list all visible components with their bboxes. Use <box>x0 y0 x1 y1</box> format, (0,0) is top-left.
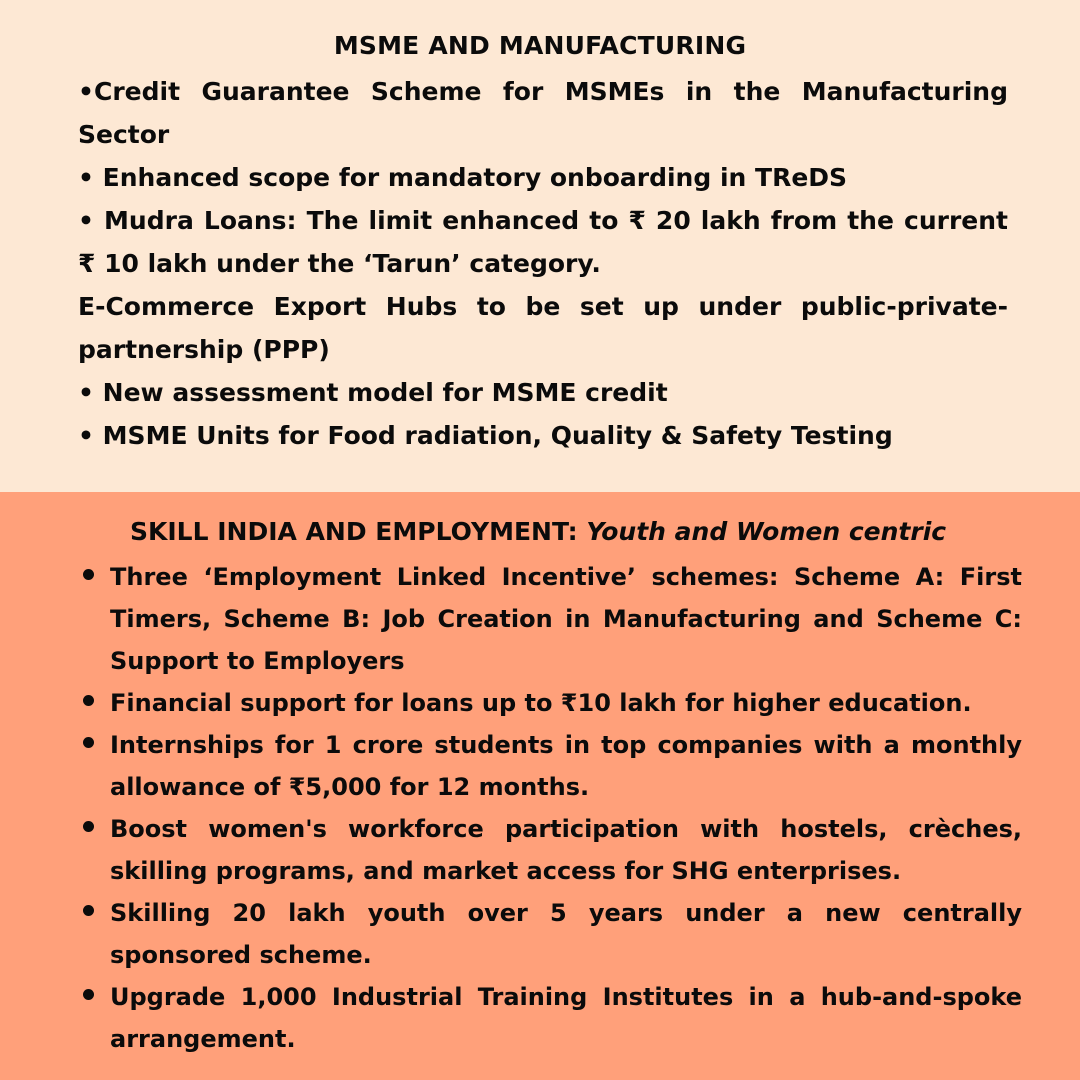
list-item <box>0 976 1080 1060</box>
bullet-icon <box>83 695 94 706</box>
list-item <box>0 808 1080 892</box>
bullet-icon <box>83 821 94 832</box>
list-item-text: Internships for 1 crore students in top companies with a monthly allowance of ₹5,000 for 12 months. <box>110 731 1022 801</box>
list-item-text: Upgrade 1,000 Industrial Training Institutes in a hub-and-spoke arrangement. <box>110 983 1022 1053</box>
bullet-icon <box>83 737 94 748</box>
msme-list <box>78 70 1008 457</box>
msme-line: • Enhanced scope for mandatory onboarding in TReDS <box>78 163 848 192</box>
msme-line: •Credit Guarantee Scheme for MSMEs in the Manufacturing <box>78 77 1008 106</box>
msme-title: MSME AND MANUFACTURING <box>333 31 747 60</box>
msme-line: • MSME Units for Food radiation, Quality & Safety Testing <box>78 421 893 450</box>
msme-line: E-Commerce Export Hubs to be set up under public-private- <box>78 292 1008 321</box>
skill-title-main: SKILL INDIA AND EMPLOYMENT: <box>130 517 578 546</box>
skill-subtitle: Youth and Women centric <box>586 517 947 546</box>
msme-line: Sector <box>78 120 170 149</box>
list-item <box>0 724 1080 808</box>
list-item-text: Boost women's workforce participation with hostels, crèches, skilling programs, and market access for SHG enterprises. <box>110 815 1022 885</box>
bullet-icon <box>83 989 94 1000</box>
msme-line: • New assessment model for MSME credit <box>78 378 668 407</box>
bullet-icon <box>83 569 94 580</box>
list-item-text: Financial support for loans up to ₹10 lakh for higher education. <box>110 689 972 717</box>
msme-line: partnership (PPP) <box>78 335 330 364</box>
list-item <box>0 892 1080 976</box>
skill-title <box>130 515 1030 549</box>
list-item <box>0 682 1080 724</box>
list-item-text: Skilling 20 lakh youth over 5 years under a new centrally sponsored scheme. <box>110 899 1022 969</box>
list-item <box>0 556 1080 682</box>
list-item-text: Three ‘Employment Linked Incentive’ schemes: Scheme A: First Timers, Scheme B: Job Creation in Manufacturing and Scheme C: Support to Employers <box>110 563 1022 675</box>
msme-line: • Mudra Loans: The limit enhanced to ₹ 20 lakh from the current <box>78 206 1008 235</box>
msme-line: ₹ 10 lakh under the ‘Tarun’ category. <box>78 249 601 278</box>
bullet-icon <box>83 905 94 916</box>
skill-list <box>0 556 1080 1060</box>
